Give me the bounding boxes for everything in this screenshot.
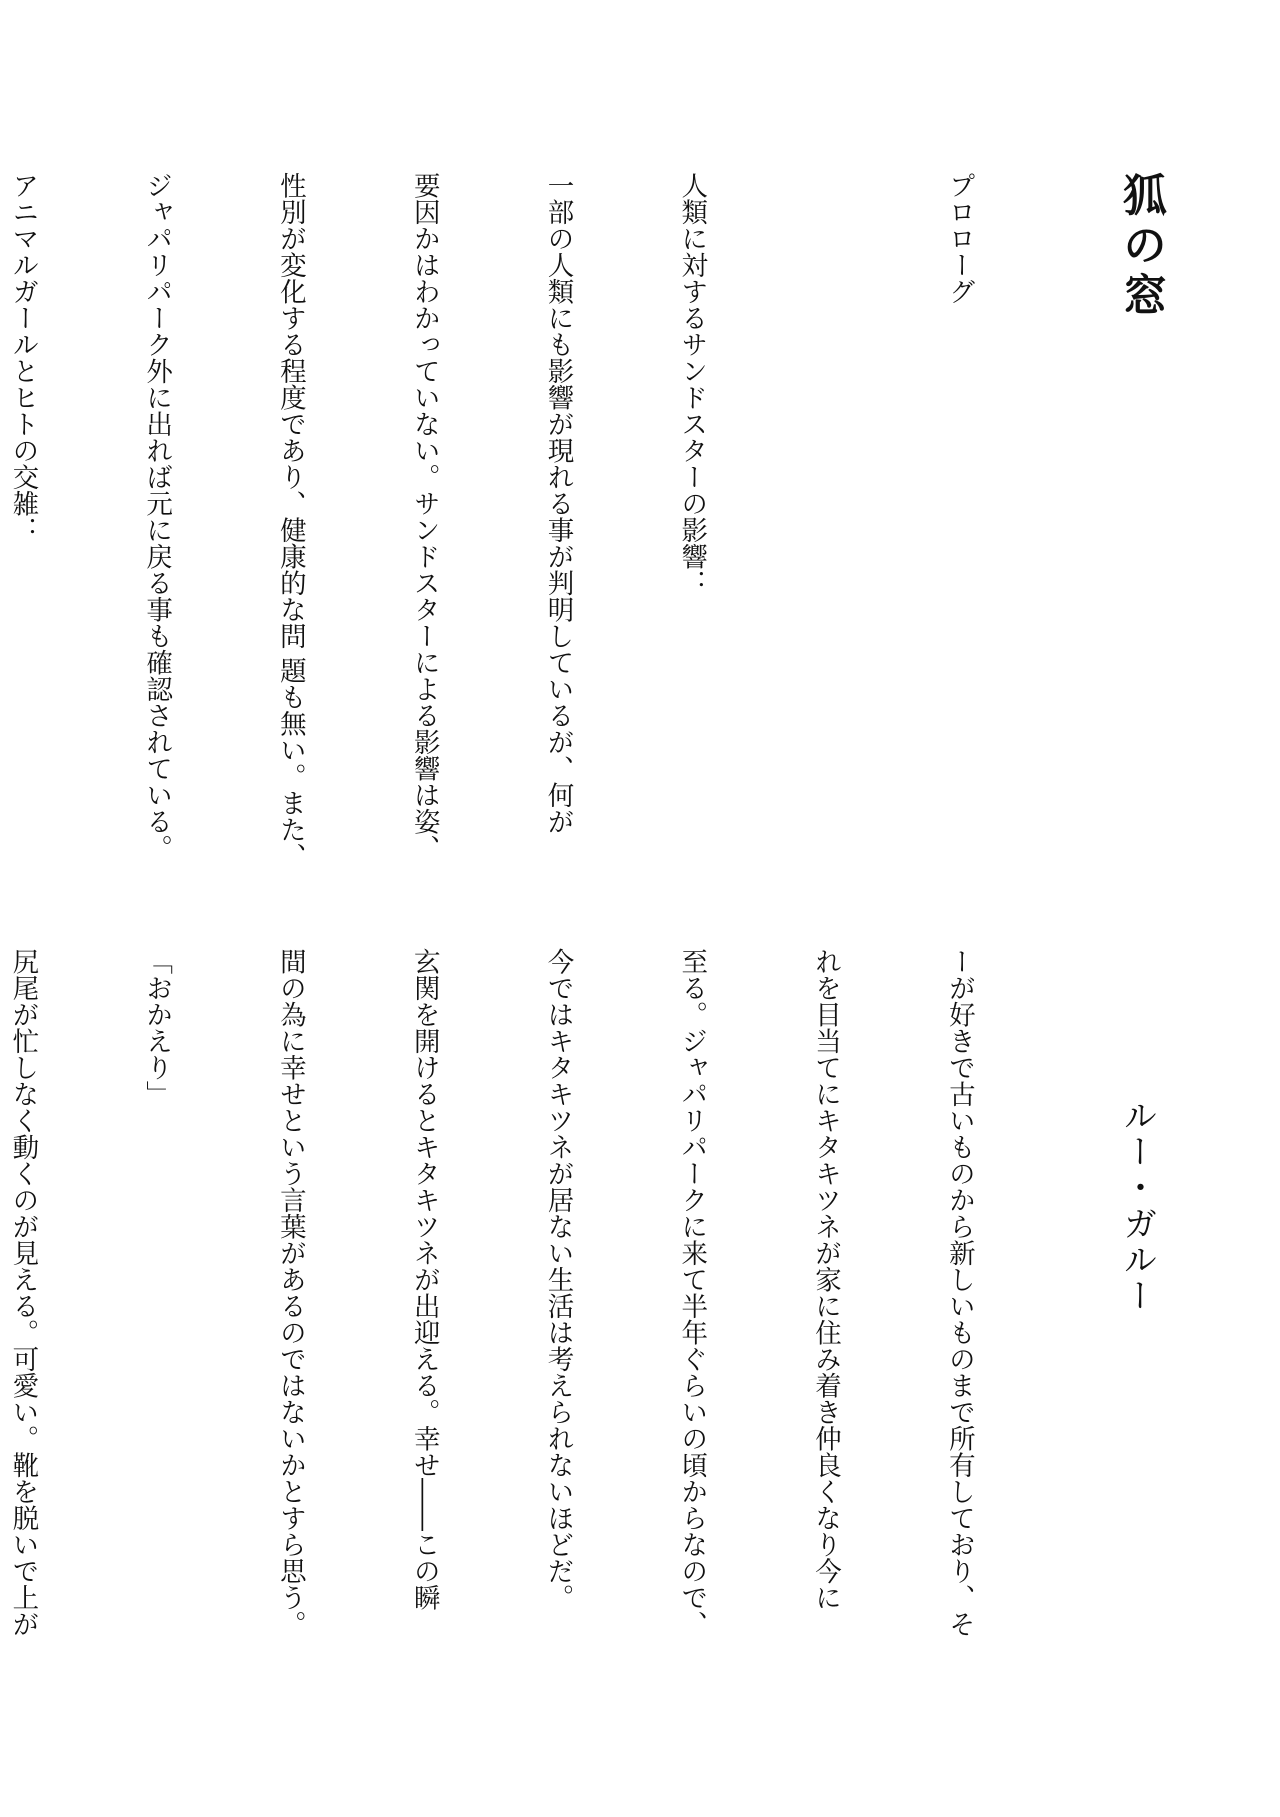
text-line: れを目当てにキタキツネが家に住み着き仲良くなり今に	[810, 948, 842, 1611]
text-line: ジャパリパーク外に出れば元に戻る事も確認されている。	[141, 172, 173, 861]
text-line: 今ではキタキツネが居ない生活は考えられないほどだ。	[542, 948, 574, 1611]
text-line: 要因かはわかっていない。サンドスターによる影響は姿、	[408, 172, 440, 861]
text-line: 至る。ジャパリパークに来て半年ぐらいの頃からなので、	[676, 948, 708, 1637]
text-line: 玄関を開けるとキタキツネが出迎える。幸せ――この瞬	[408, 948, 440, 1611]
text-line: ーが好きで古いものから新しいものまで所有しており、そ	[943, 948, 975, 1637]
text-line: 一部の人類にも影響が現れる事が判明しているが、何が	[542, 172, 574, 835]
text-line	[802, 172, 847, 932]
text-line: 尻尾が忙しなく動くのが見える。可愛い。靴を脱いで上が	[7, 948, 39, 1637]
author-name: ルー・ガルー	[1117, 1098, 1157, 1314]
text-line: 間の為に幸せという言葉があるのではないかとすら思う。	[274, 948, 306, 1637]
text-line: 人類に対するサンドスターの影響：	[676, 172, 708, 596]
story-title: 狐の窓	[1115, 172, 1166, 322]
text-line: アニマルガールとヒトの交雑：	[7, 172, 39, 543]
text-line: プロローグ	[943, 172, 975, 305]
text-block-lower	[7, 948, 1070, 1708]
text-line: 「おかえり」	[141, 948, 173, 1107]
text-block-upper	[7, 172, 1070, 932]
text-line: 性別が変化する程度であり、健康的な問 題も無い。また、	[274, 172, 306, 870]
